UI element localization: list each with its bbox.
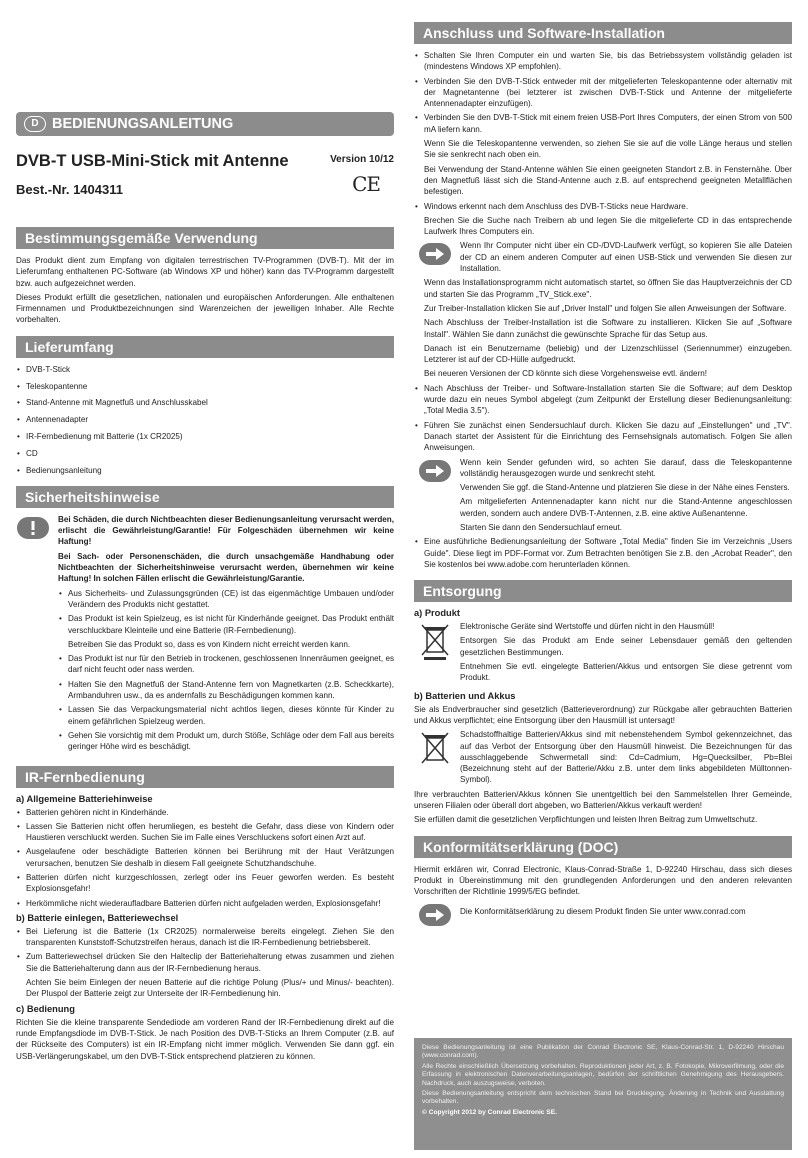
info-text: Wenn kein Sender gefunden wird, so achten Sie darauf, dass die Teleskopantenne vollständig herausgezogen wurde und senkrecht steht. xyxy=(460,457,792,478)
section-heading-sicherheit: Sicherheitshinweise xyxy=(16,486,394,508)
list-item: • Das Produkt ist kein Spielzeug, es ist nicht für Kinderhände geeignet. Das Produkt enthält verschluckbare Kleinteile und eine Batterie (IR-Fernbedienung). xyxy=(58,613,394,636)
list-item: • Batterien gehören nicht in Kinderhände. xyxy=(16,807,394,818)
info-text: Am mitgelieferten Antennenadapter kann nicht nur die Stand-Antenne angeschlossen werden, sondern auch andere DVB-T-Antennen, z.B. eine aktive Außenantenne. xyxy=(460,497,792,518)
list-item: • CD xyxy=(16,448,394,459)
list-item: • Nach Abschluss der Treiber- und Software-Installation starten Sie die Software; auf dem Desktop wurde dazu ein neues Symbol abgelegt (zum Zeitpunkt der Erstellung dieser Bedienungsanleitung: „Total Media 3.5"). xyxy=(414,383,792,417)
list-item: • Führen Sie zunächst einen Sendersuchlauf durch. Klicken Sie dazu auf „Einstellungen" und „TV". Danach startet der Assistent für die Einrichtung des Fernsehsignals automatisch. Folgen Sie allen Anweisungen. xyxy=(414,420,792,454)
subheading-batteriewechsel: b) Batterie einlegen, Batteriewechsel xyxy=(16,912,179,923)
list-item: • IR-Fernbedienung mit Batterie (1x CR2025) xyxy=(16,431,394,442)
safety-note: Betreiben Sie das Produkt so, dass es von Kindern nicht erreicht werden kann. xyxy=(68,639,351,649)
warning-icon xyxy=(16,516,50,540)
imprint-text: Alle Rechte einschließlich Übersetzung vorbehalten. Reproduktionen jeder Art, z. B. Fotokopie, Mikroverfilmung, oder die Erfassung in elektronischen Datenverarbeitungsanlagen, bedürfen der schriftlichen Genehmigung des Herausgebers. Nachdruck, auch auszugsweise, verboten. xyxy=(422,1062,784,1087)
manual-title-bar xyxy=(16,112,394,136)
install-note: Nach Abschluss der Treiber-Installation ist die Software zu installieren. Klicken Sie auf „Software Install". Wählen Sie dann zunächst die gewünschte Sprache für das Setup aus. xyxy=(424,318,792,339)
product-title: DVB-T USB-Mini-Stick mit Antenne xyxy=(16,152,289,170)
list-item: • Teleskopantenne xyxy=(16,381,394,392)
list-item: • Gehen Sie vorsichtig mit dem Produkt um, durch Stöße, Schläge oder dem Fall aus bereits geringer Höhe wird es beschädigt. xyxy=(58,730,394,753)
subheading-bedienung: c) Bedienung xyxy=(16,1003,75,1014)
list-item: • Windows erkennt nach dem Anschluss des DVB-T-Sticks neue Hardware. xyxy=(414,201,792,212)
subheading-batterien: b) Batterien und Akkus xyxy=(414,690,516,701)
ce-mark: CE xyxy=(352,172,380,196)
list-item: • Bedienungsanleitung xyxy=(16,465,394,476)
conformity-note-block xyxy=(414,901,792,927)
list-item: • Halten Sie den Magnetfuß der Stand-Antenne fern von Magnetkarten (z.B. Scheckkarte), Armbanduhren usw., da es andernfalls zu Beschädigungen kommen kann. xyxy=(58,679,394,702)
list-item: • Eine ausführliche Bedienungsanleitung der Software „Total Media" finden Sie im Verzeichnis „Users Guide". Diese liegt im PDF-Format vor. Zum Betrachten benötigen Sie z.B. den „Acrobat Reader", den Sie kostenlos bei www.adobe.com herunterladen können. xyxy=(414,536,792,570)
info-text: Wenn Ihr Computer nicht über ein CD-/DVD-Laufwerk verfügt, so kopieren Sie alle Dateien der CD an einem anderen Computer auf einen USB-Stick und verwenden Sie diesen zur Installation. xyxy=(460,241,792,274)
list-item: • Verbinden Sie den DVB-T-Stick mit einem freien USB-Port Ihres Computers, der einen Strom von 500 mA liefern kann. xyxy=(414,112,792,135)
battery-disposal-text: Schadstoffhaltige Batterien/Akkus sind mit nebenstehendem Symbol gekennzeichnet, das auf das Verbot der Entsorgung über den Hausmüll hinweist. Die Bezeichnungen für das ausschlaggebende Schwermetall sind: Cd=Cadmium, Hg=Quecksilber, Pb=Blei (Bezeichnung steht auf der Batterie/Akku z.B. unter dem links abgebildeten Mülltonnen-Symbol). xyxy=(460,730,792,785)
list-item: • Lassen Sie Batterien nicht offen herumliegen, es besteht die Gefahr, dass diese von Kindern oder Haustieren verschluckt werden. Suchen Sie im Falle eines Verschluckens sofort einen Arzt auf. xyxy=(16,821,394,844)
disposal-text: Entsorgen Sie das Produkt am Ende seiner Lebensdauer gemäß den geltenden gesetzlichen Bestimmungen. xyxy=(460,636,792,657)
imprint-text: Diese Bedienungsanleitung ist eine Publikation der Conrad Electronic SE, Klaus-Conrad-Str. 1, D-92240 Hirschau (www.conrad.com). xyxy=(422,1044,784,1060)
battery-disposal-text: Sie erfüllen damit die gesetzlichen Verpflichtungen und leisten Ihren Beitrag zum Umweltschutz. xyxy=(414,815,758,825)
imprint-text: Diese Bedienungsanleitung entspricht dem technischen Stand bei Drucklegung. Änderung in Technik und Ausstattung vorbehalten. xyxy=(422,1090,784,1106)
section-heading-bestimmung: Bestimmungsgemäße Verwendung xyxy=(16,227,394,249)
subheading-batteriehinweise: a) Allgemeine Batteriehinweise xyxy=(16,793,153,804)
install-list xyxy=(414,50,792,135)
install-note: Bei neueren Versionen der CD könnte sich diese Vorgehensweise evtl. ändern! xyxy=(424,369,708,379)
order-number: Best.-Nr. 1404311 xyxy=(16,182,123,197)
install-note: Bei Verwendung der Stand-Antenne wählen Sie einen geeigneten Standort z.B. in Fensternähe. Über den Magnetfuß lässt sich die Stand-Antenne auch z.B. auf entsprechend geeigneten Metallflächen befestigen. xyxy=(424,164,792,197)
info-block xyxy=(414,240,792,277)
safety-list-2 xyxy=(58,653,394,752)
info-block-2 xyxy=(414,457,792,537)
battery-disposal-text: Sie als Endverbraucher sind gesetzlich (Batterieverordnung) zur Rückgabe aller gebrauchten Batterien und Akkus verpflichtet; eine Entsorgung über den Hausmüll ist untersagt! xyxy=(414,704,792,725)
battery-list xyxy=(16,807,394,909)
product-header xyxy=(16,152,394,222)
section-heading-konformitaet: Konformitätserklärung (DOC) xyxy=(414,836,792,858)
lieferumfang-list xyxy=(16,364,394,476)
manual-title: BEDIENUNGSANLEITUNG xyxy=(52,116,234,132)
warning-text-1: Bei Schäden, die durch Nichtbeachten dieser Bedienungsanleitung verursacht werden, erlischt die Gewährleistung/Garantie! Für Folgeschäden übernehmen wir keine Haftung! xyxy=(58,514,394,547)
crossed-bin-icon xyxy=(418,621,452,661)
copyright-text: © Copyright 2012 by Conrad Electronic SE. xyxy=(422,1108,557,1116)
install-note: Wenn Sie die Teleskopantenne verwenden, so ziehen Sie sie auf die volle Länge heraus und stellen Sie sie senkrecht nach oben ein. xyxy=(424,139,792,160)
info-text: Starten Sie dann den Sendersuchlauf erneut. xyxy=(460,522,622,532)
info-text: Verwenden Sie ggf. die Stand-Antenne und platzieren Sie diese in der Nähe eines Fensters. xyxy=(460,483,790,493)
list-item: • Herkömmliche nicht wiederaufladbare Batterien dürfen nicht aufgeladen werden, Explosionsgefahr! xyxy=(16,898,394,909)
crossed-bin-icon xyxy=(418,729,452,769)
arrow-right-icon xyxy=(418,459,452,483)
list-item: • DVB-T-Stick xyxy=(16,364,394,375)
left-column xyxy=(16,0,394,1065)
list-item: • Verbinden Sie den DVB-T-Stick entweder mit der mitgelieferten Teleskopantenne oder alternativ mit der Magnetantenne (bei letzterer ist zwischen DVB-T-Stick und Antenne der mitgelieferte Antennenadapter einzufügen). xyxy=(414,76,792,110)
warning-block xyxy=(16,514,394,756)
list-item: • Antennenadapter xyxy=(16,414,394,425)
list-item: • Stand-Antenne mit Magnetfuß und Anschlusskabel xyxy=(16,397,394,408)
list-item: • Ausgelaufene oder beschädigte Batterien können bei Berührung mit der Haut Verätzungen verursachen, benutzen Sie deshalb in diesem Fall geeignete Schutzhandschuhe. xyxy=(16,846,394,869)
battery-disposal-block xyxy=(414,729,792,788)
imprint-footer xyxy=(414,1038,792,1150)
install-note: Wenn das Installationsprogramm nicht automatisch startet, so öffnen Sie das Hauptverzeichnis der CD und starten Sie das Programm „TV_Stick.exe". xyxy=(424,278,792,299)
battery-change-list xyxy=(16,926,394,974)
conformity-text: Hiermit erklären wir, Conrad Electronic, Klaus-Conrad-Straße 1, D-92240 Hirschau, dass sich dieses Produkt in Übereinstimmung mit den grundlegenden Anforderungen und den anderen relevanten Vorschriften der Richtlinie 1999/5/EG befindet. xyxy=(414,864,792,897)
list-item: • Aus Sicherheits- und Zulassungsgründen (CE) ist das eigenmächtige Umbauen und/oder Verändern des Produkts nicht gestattet. xyxy=(58,588,394,611)
conformity-note: Die Konformitätserklärung zu diesem Produkt finden Sie unter www.conrad.com xyxy=(460,907,746,917)
install-note: Danach ist ein Benutzername (beliebig) und der Lizenzschlüssel (Seriennummer) einzugeben. Letzterer ist auf der CD-Hülle aufgedruckt. xyxy=(424,343,792,365)
bestimmung-text-2: Dieses Produkt erfüllt die gesetzlichen, nationalen und europäischen Anforderungen. Alle enthaltenen Firmennamen und Produktbezeichnungen sind Warenzeichen der jeweiligen Inhaber. Alle Rechte vorbehalten. xyxy=(16,292,394,325)
install-note: Brechen Sie die Suche nach Treibern ab und legen Sie die mitgelieferte CD in das entsprechende Laufwerk Ihres Computers ein. xyxy=(424,215,792,237)
battery-disposal-text: Ihre verbrauchten Batterien/Akkus können Sie unentgeltlich bei den Sammelstellen Ihrer Gemeinde, unseren Filialen oder überall dort abgeben, wo Batterien/Akkus verkauft werden! xyxy=(414,789,792,811)
arrow-right-icon xyxy=(418,242,452,266)
install-list-3 xyxy=(414,383,792,454)
list-item: • Schalten Sie Ihren Computer ein und warten Sie, bis das Betriebssystem vollständig geladen ist (mindestens Windows XP empfohlen). xyxy=(414,50,792,73)
right-column xyxy=(414,0,792,927)
install-list-4 xyxy=(414,536,792,570)
list-item: • Batterien dürfen nicht kurzgeschlossen, zerlegt oder ins Feuer geworfen werden. Es besteht Explosionsgefahr! xyxy=(16,872,394,895)
bestimmung-text-1: Das Produkt dient zum Empfang von digitalen terrestrischen TV-Programmen (DVB-T). Mit der im Lieferumfang enthaltenen PC-Software (ab Windows XP und höher) kann das TV-Programm dargestellt bzw. auch aufgezeichnet werden. xyxy=(16,256,394,288)
battery-polarity-note: Achten Sie beim Einlegen der neuen Batterie auf die richtige Polung (Plus/+ und Minus/- beachten). Der Pluspol der Batterie zeigt zur Unterseite der IR-Fernbedienung hin. xyxy=(26,978,394,999)
list-item: • Lassen Sie das Verpackungsmaterial nicht achtlos liegen, dieses könnte für Kinder zu einem gefährlichen Spielzeug werden. xyxy=(58,704,394,727)
disposal-text: Elektronische Geräte sind Wertstoffe und dürfen nicht in den Hausmüll! xyxy=(460,622,715,632)
install-list-2 xyxy=(414,201,792,212)
list-item: • Zum Batteriewechsel drücken Sie den Halteclip der Batteriehalterung etwas zusammen und ziehen Sie die Batteriehalterung dann aus der IR-Fernbedienung heraus. xyxy=(16,951,394,974)
section-heading-entsorgung: Entsorgung xyxy=(414,580,792,602)
warning-text-2: Bei Sach- oder Personenschäden, die durch unsachgemäße Handhabung oder Nichtbeachten der Sicherheitshinweise verursacht werden, übernehmen wir keine Haftung! In solchen Fällen erlischt die Gewährleistung/Garantie. xyxy=(58,551,394,584)
section-heading-lieferumfang: Lieferumfang xyxy=(16,336,394,358)
disposal-text: Entnehmen Sie evtl. eingelegte Batterien/Akkus und entsorgen Sie diese getrennt vom Produkt. xyxy=(460,662,792,683)
section-heading-ir: IR-Fernbedienung xyxy=(16,766,394,788)
subheading-produkt: a) Produkt xyxy=(414,608,460,619)
list-item: • Bei Lieferung ist die Batterie (1x CR2025) normalerweise bereits eingelegt. Ziehen Sie den transparenten Kunststoff-Schutzstreifen heraus, danach ist die IR-Fernbedienung betriebsbereit. xyxy=(16,926,394,949)
language-badge: D xyxy=(24,116,46,132)
version-label: Version 10/12 xyxy=(330,154,394,165)
disposal-block xyxy=(414,621,792,686)
install-note: Zur Treiber-Installation klicken Sie auf „Driver Install" und folgen Sie allen Anweisungen der Software. xyxy=(424,303,787,313)
arrow-right-icon xyxy=(418,903,452,927)
section-heading-anschluss: Anschluss und Software-Installation xyxy=(414,22,792,44)
bedienung-text: Richten Sie die kleine transparente Sendediode am vorderen Rand der IR-Fernbedienung direkt auf die runde Empfangsdiode im DVB-T-Stick. Je nach Position des DVB-T-Sticks an Ihrem Computer (z.B. auf der Rückseite des Computers) ist ein IR-Empfang nicht immer möglich. Verwenden Sie dann ggf. ein USB-Verlängerungskabel, um den DVB-T-Stick entsprechend platzieren zu können. xyxy=(16,1017,394,1061)
list-item: • Das Produkt ist nur für den Betrieb in trockenen, geschlossenen Innenräumen geeignet, es darf nicht feucht oder nass werden. xyxy=(58,653,394,676)
safety-list xyxy=(58,588,394,636)
